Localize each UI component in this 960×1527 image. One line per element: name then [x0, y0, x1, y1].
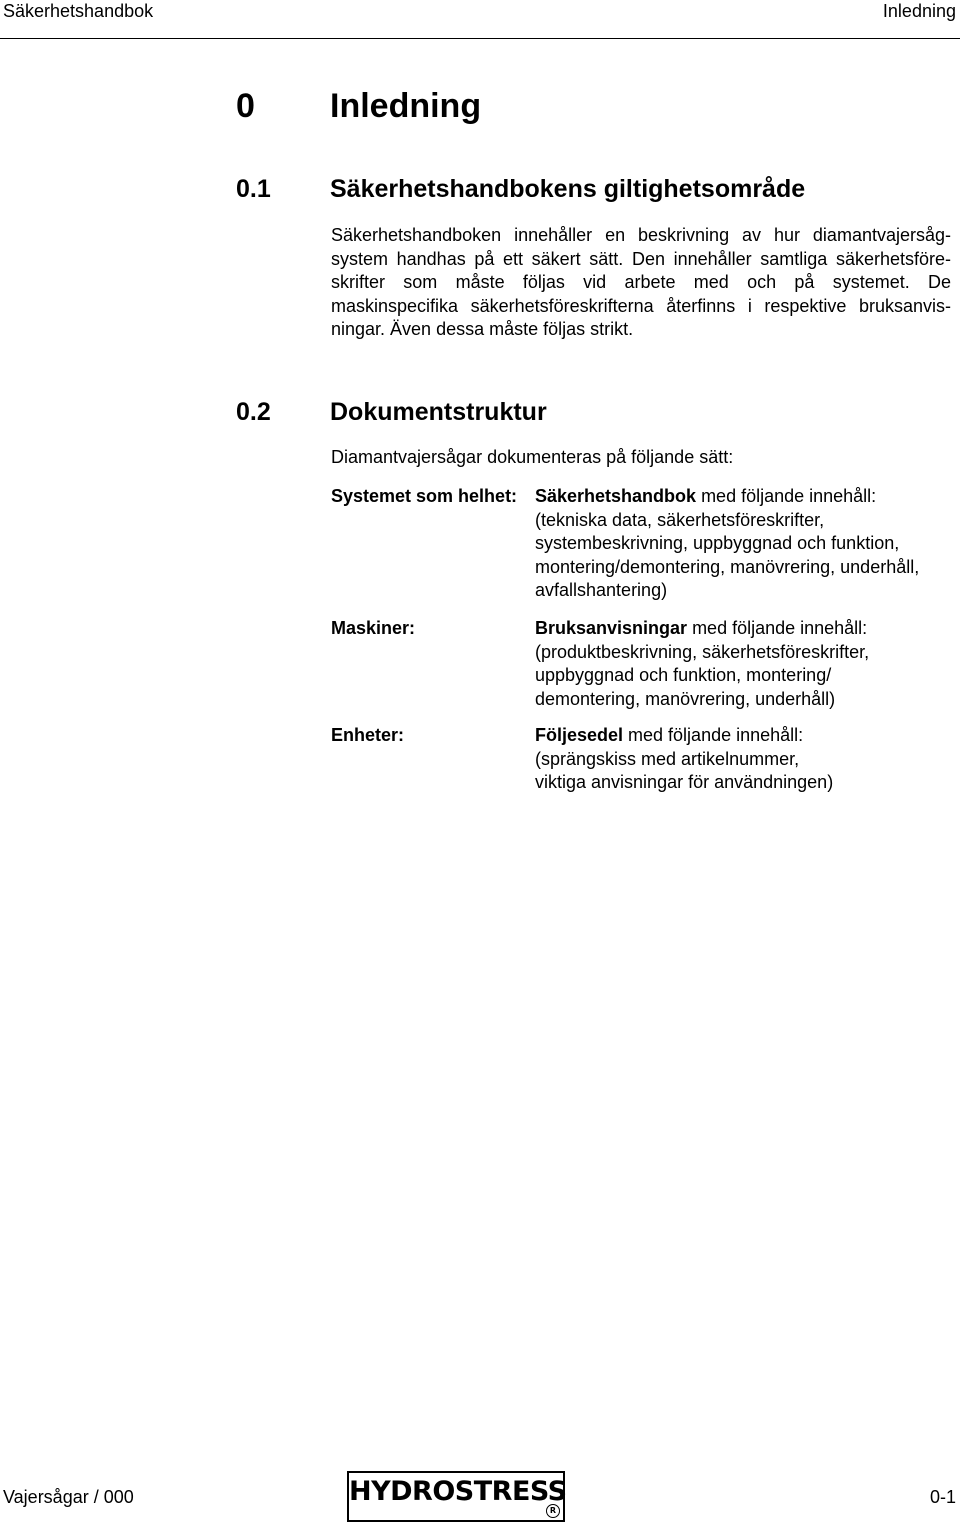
- entry-label: Systemet som helhet:: [331, 486, 518, 506]
- entry-suffix: med följande innehåll:: [687, 618, 868, 638]
- header-title: Säkerhetshandbok: [3, 1, 154, 21]
- section-number-1: 0.1: [236, 175, 271, 203]
- paragraph-line: maskinspecifika säkerhetsföreskrifterna återfinns i respektive bruksanvis-: [331, 295, 951, 316]
- section-heading-2: [236, 397, 547, 427]
- entry-line: demontering, manövrering, underhåll): [535, 688, 836, 709]
- entry-label: Enheter:: [331, 725, 405, 745]
- entry-line: avfallshantering): [535, 580, 668, 600]
- paragraph-line: ningar. Även dessa måste följas strikt.: [331, 319, 634, 339]
- entry-suffix: med följande innehåll:: [623, 725, 804, 745]
- entry-line: (produktbeskrivning, säkerhetsföreskrifter,: [535, 641, 870, 662]
- hydrostress-logo: [347, 1471, 565, 1522]
- entry-label: Maskiner:: [331, 618, 416, 638]
- entry-doc-name: Bruksanvisningar: [535, 618, 688, 638]
- entry-line: (sprängskiss med artikelnummer,: [535, 748, 800, 769]
- footer-doc-id: Vajersågar / 000: [3, 1487, 134, 1507]
- entry-content: [535, 485, 955, 603]
- section-title-1: Säkerhetshandbokens giltighetsområde: [330, 175, 806, 203]
- entry-content: [535, 724, 955, 795]
- entry-content: [535, 617, 955, 711]
- entry-line: uppbyggnad och funktion, montering/: [535, 665, 832, 685]
- paragraph-line: Säkerhetshandboken innehåller en beskrivning av hur diamantvajersåg-: [331, 225, 951, 245]
- entry-doc-name: Säkerhetshandbok: [535, 486, 697, 506]
- entry-line: (tekniska data, säkerhetsföreskrifter,: [535, 509, 825, 530]
- chapter-title: Inledning: [330, 87, 482, 125]
- entry-line: viktiga anvisningar för användningen): [535, 772, 834, 792]
- entry-doc-name: Följesedel: [535, 725, 624, 745]
- chapter-heading: [236, 86, 481, 126]
- registered-mark-icon: R: [546, 1504, 560, 1518]
- header-section: Inledning: [882, 1, 956, 21]
- entry-suffix: med följande innehåll:: [696, 486, 877, 506]
- paragraph-line: skrifter som måste följas vid arbete med och på systemet. De: [331, 272, 951, 292]
- header-divider: [0, 38, 960, 39]
- section-title-2: Dokumentstruktur: [330, 398, 547, 426]
- section-2-intro: [331, 446, 733, 470]
- entry-line: montering/demontering, manövrering, underhåll,: [535, 556, 920, 577]
- page-number: 0-1: [929, 1487, 956, 1507]
- section-heading-1: [236, 174, 805, 204]
- logo-text: HYDROSTRESS: [349, 1476, 567, 1507]
- section-1-paragraph: [331, 224, 951, 342]
- intro-text: Diamantvajersågar dokumenteras på följande sätt:: [331, 447, 734, 467]
- entry-line: systembeskrivning, uppbyggnad och funktion,: [535, 533, 900, 553]
- section-number-2: 0.2: [236, 398, 271, 426]
- paragraph-line: system handhas på ett säkert sätt. Den innehåller samtliga säkerhetsföre-: [331, 248, 951, 269]
- chapter-number: 0: [236, 87, 255, 125]
